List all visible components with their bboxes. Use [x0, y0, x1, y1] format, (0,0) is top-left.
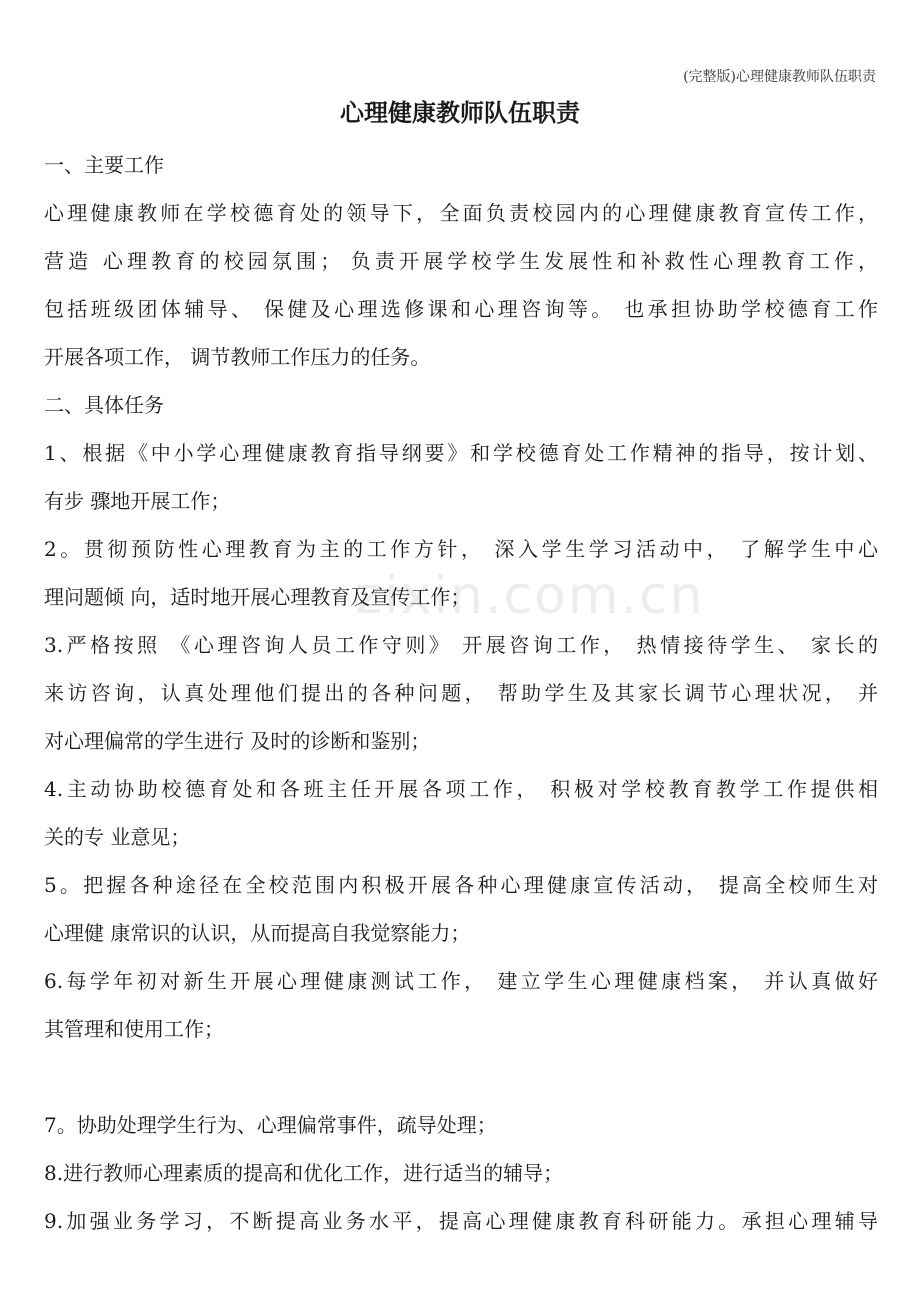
header-note: (完整版)心理健康教师队伍职责	[683, 69, 876, 85]
text-line: 关的专 业意见；	[44, 825, 191, 849]
text-line: 理问题倾 向，适时地开展心理教育及宣传工作；	[44, 585, 471, 609]
text-line: 5。把握各种途径在全校范围内积极开展各种心理健康宣传活动， 提高全校师生对	[44, 873, 878, 897]
text-line: 心理健康教师在学校德育处的领导下，全面负责校园内的心理健康教育宣传工作，	[44, 201, 878, 225]
text-line: 4.主动协助校德育处和各班主任开展各项工作， 积极对学校教育教学工作提供相	[44, 777, 878, 801]
blank-line	[44, 1053, 878, 1101]
text-line: 8.进行教师心理素质的提高和优化工作，进行适当的辅导；	[44, 1161, 564, 1185]
text-line: 7。协助处理学生行为、心理偏常事件，疏导处理；	[44, 1113, 497, 1137]
text-line: 心理健 康常识的认识，从而提高自我觉察能力；	[44, 921, 471, 945]
text-line: 二、具体任务	[44, 393, 164, 417]
text-line: 开展各项工作， 调节教师工作压力的任务。	[44, 345, 431, 369]
text-line: 9.加强业务学习，不断提高业务水平，提高心理健康教育科研能力。承担心理辅导	[44, 1209, 878, 1233]
text-line: 一、主要工作	[44, 153, 164, 177]
document-body	[44, 141, 878, 1245]
text-line: 其管理和使用工作；	[44, 1017, 224, 1041]
text-line: 对心理偏常的学生进行 及时的诊断和鉴别；	[44, 729, 431, 753]
text-line: 1、根据《中小学心理健康教育指导纲要》和学校德育处工作精神的指导，按计划、	[44, 441, 878, 465]
page-title: 心理健康教师队伍职责	[340, 99, 580, 127]
text-line: 2。贯彻预防性心理教育为主的工作方针， 深入学生学习活动中， 了解学生中心	[44, 537, 878, 561]
text-line: 包括班级团体辅导、 保健及心理选修课和心理咨询等。 也承担协助学校德育工作	[44, 297, 878, 321]
text-line: 6.每学年初对新生开展心理健康测试工作， 建立学生心理健康档案， 并认真做好	[44, 969, 878, 993]
text-line: 3.严格按照 《心理咨询人员工作守则》 开展咨询工作， 热情接待学生、 家长的	[44, 633, 878, 657]
text-line: 营造 心理教育的校园氛围； 负责开展学校学生发展性和补救性心理教育工作，	[44, 249, 878, 273]
watermark: zixin.com.cn	[355, 566, 705, 626]
text-line: 来访咨询，认真处理他们提出的各种问题， 帮助学生及其家长调节心理状况， 并	[44, 681, 878, 705]
text-line: 有步 骤地开展工作；	[44, 489, 231, 513]
